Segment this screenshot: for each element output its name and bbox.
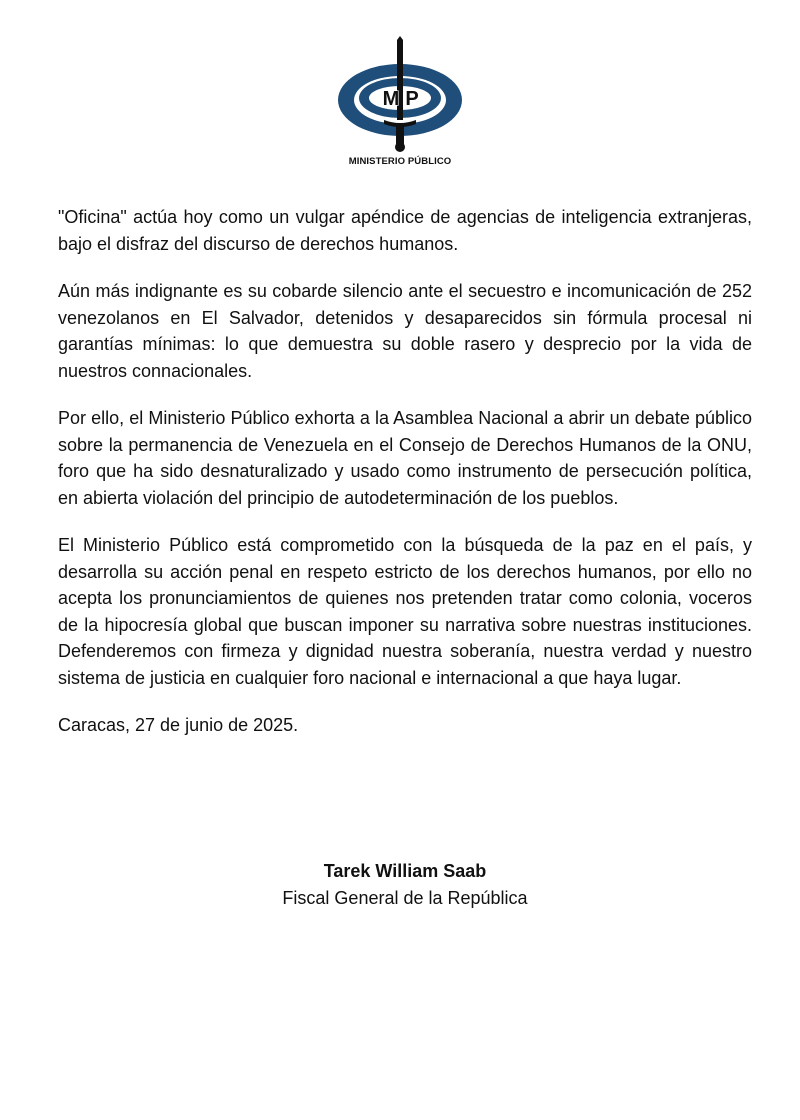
signatory-name: Tarek William Saab [323, 861, 487, 881]
ministerio-publico-logo [320, 36, 480, 176]
paragraph: Por ello, el Ministerio Público exhorta a la Asamblea Nacional a abrir un debate público sobre la permanencia de Venezuela en el Consejo de Derechos Humanos de la ONU, foro que ha sido desnaturalizado y usado como instrumento de persecución política, en abierta violación del principio de autodeterminación de los pueblos. [58, 408, 752, 508]
logo-caption: MINISTERIO PÚBLICO [348, 156, 452, 167]
logo-letter-p: P [405, 88, 419, 110]
logo-letter-m: M [382, 88, 400, 110]
signatory-title: Fiscal General de la República [282, 888, 528, 908]
paragraph: "Oficina" actúa hoy como un vulgar apéndice de agencias de inteligencia extranjeras, bajo el disfraz del discurso de derechos humanos. [58, 207, 752, 254]
dateline: Caracas, 27 de junio de 2025. [58, 715, 299, 735]
signature-block [0, 858, 800, 912]
ministerio-publico-seal-icon [320, 36, 480, 156]
statement-body [58, 204, 752, 738]
paragraph: El Ministerio Público está comprometido con la búsqueda de la paz en el país, y desarrolla su acción penal en respeto estricto de los derechos humanos, por ello no acepta los pronunciamientos de quienes nos pretenden tratar como colonia, voceros de la hipocresía global que buscan imponer su narrativa sobre nuestras instituciones. Defenderemos con firmeza y dignidad nuestra soberanía, nuestra verdad y nuestro sistema de justicia en cualquier foro nacional e internacional a que haya lugar. [58, 535, 752, 688]
paragraph: Aún más indignante es su cobarde silencio ante el secuestro e incomunicación de 252 venezolanos en El Salvador, detenidos y desaparecidos sin fórmula procesal ni garantías mínimas: lo que demuestra su doble rasero y desprecio por la vida de nuestros connacionales. [58, 281, 752, 381]
